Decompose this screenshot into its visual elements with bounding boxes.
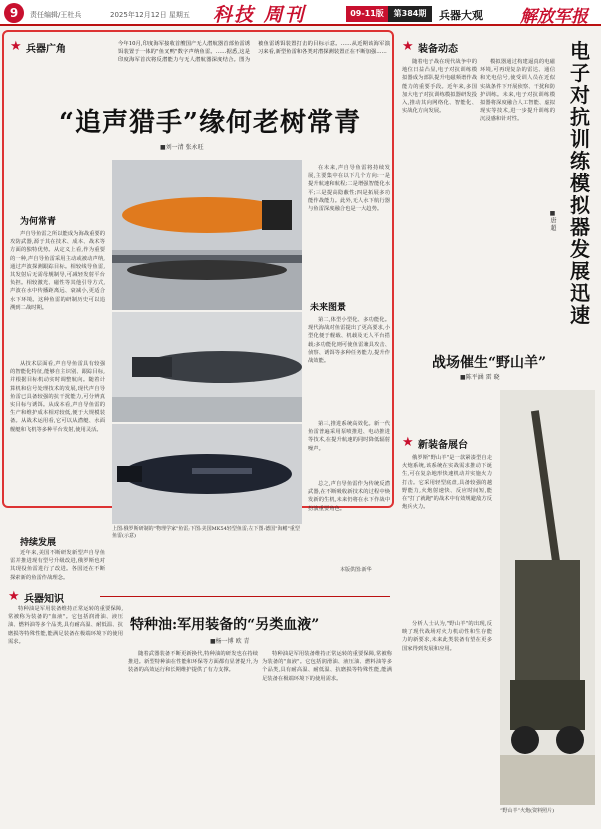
photo-credit: 本版供图:新华: [340, 567, 372, 573]
ew-simulator-title: 电子对抗训练模拟器发展迅速: [570, 39, 590, 327]
artillery-vehicle-image: [500, 390, 595, 805]
star-icon: ★: [402, 435, 414, 450]
feature-paragraph-3: 在未来,声自导鱼雷将持续发展,主要集中在以下几个方向:一是提升航速和航程;二是增强智能化水平;三是提高隐蔽性;四是拓展多功能作战能力。此外,无人水下航行器与鱼雷深度融合也是一大趋势。: [308, 165, 390, 213]
feature-title: “追声猎手”缘何老树常青: [59, 108, 361, 138]
editor-credit: 责任编辑/王杜兵: [30, 11, 82, 19]
issue-date: 2025年12月12日 星期五: [110, 11, 190, 19]
ew-paragraph-1: 随着电子战在现代战争中的地位日益凸显,电子对抗训练模拟器成为部队提升电磁频谱作战能力的重要手段。近年来,多国加大电子对抗训练模拟器研发投入,推动其向网络化、智能化、实战化方向发展。: [402, 59, 477, 115]
page-header: [0, 0, 601, 26]
seahake-torpedo-image: [112, 424, 302, 524]
section-rule: [100, 596, 390, 597]
brand-title: 科技 周刊: [213, 4, 306, 26]
oil-paragraph-3: 特种油是军用装备维持正常运转的重要保障,常被称为装备的"血液"。它包括润滑油、液压油、燃料油等多个品类,具有耐高温、耐低温、抗磨损等特殊性能,能满足装备在极端环境下的使用需求。: [262, 651, 392, 682]
masthead-logo: 解放军报: [520, 7, 588, 27]
issue-pages: 09-11版: [346, 6, 388, 22]
torpedo-photo-middle: [112, 312, 302, 422]
goat-byline: ■陈平涵 雷 晓: [460, 374, 500, 381]
goat-paragraph-1: 俄罗斯"野山羊"是一款紧凑型自走火炮系统,该系统在实战需求推动下诞生,可在复杂地形快速机动并实施火力打击。它采用轻型底盘,具备较强的越野能力,火炮射速快、反应时间短,能在"打了就跑"的战术中有效规避敌方反炮兵火力。: [402, 455, 492, 511]
ew-paragraph-2: 模拟器通过构建逼真的电磁环境,可再现复杂的雷达、通信和光电信号,使受训人员在近似实战条件下开展侦察、干扰和防护训练。未来,电子对抗训练模拟器将深度融合人工智能、虚拟现实等技术,进一步提升训练的沉浸感和针对性。: [480, 59, 555, 123]
feature-paragraph-1: 声自导鱼雷之所以能成为海战重要的攻防武器,源于其在技术、成本、战术等方面的独特优势。从定义上看,作为重要的一种,声自导鱼雷采用主动或被动声纳,通过声波探测跟踪目标。相较线导鱼雷,其发射后无需母舰制导,可减轻发射平台负担。相较激光、磁性等其他引导方式,声波在水中传播距离远、衰减小,更适合水下环境。这种鱼雷的研制历史可以追溯到二战时期。: [10, 231, 105, 311]
subhead-develop: 持续发展: [20, 538, 57, 548]
star-icon: ★: [8, 589, 20, 604]
oil-paragraph-2: 随着武器装备不断更新换代,特种油的研发也在持续推进。新型特种油在性能和环保等方面都有显著提升,为装备的高效运行和长期维护提供了有力支撑。: [128, 651, 258, 674]
feature-paragraph-4: 近年来,美国不断研发新型声自导鱼雷并推进现有型号升级改进,俄罗斯也对其现役鱼雷进行了改进。各国还在不断探索新的鱼雷作战理念。: [10, 550, 105, 581]
issue-number: 第384期: [388, 6, 432, 22]
feature-paragraph-6: 第三,推进系统高效化。新一代鱼雷普遍采用泵喷推进、电动推进等技术,在提升航速的同时降低辐射噪声。: [308, 421, 390, 452]
photo-caption: 上图:俄罗斯研制的"物理学家"鱼雷;下图:美国MK54轻型鱼雷;左下图:德国"海鳝"重型鱼雷(示意): [112, 526, 300, 539]
left-section-label: 兵器广角: [26, 44, 66, 55]
oil-title: 特种油:军用装备的“另类血液”: [130, 617, 320, 633]
goat-photo: [500, 390, 595, 805]
goat-paragraph-2: 分析人士认为,"野山羊"的出现,反映了现代战场对火力机动性和生存能力的新要求,未来此类装备有望在更多国家得到发展和应用。: [402, 621, 492, 652]
right-section-label: 装备动态: [418, 44, 458, 55]
oil-paragraph-1: 特种油是军用装备维持正常运转的重要保障,常被称为装备的"血液"。它包括润滑油、液压油、燃料油等多个品类,具有耐高温、耐低温、抗磨损等特殊性能,能满足装备在极端环境下的使用需求。: [8, 606, 123, 645]
subhead-future: 未来图景: [310, 303, 347, 313]
page-number-badge: 9: [4, 3, 24, 23]
oil-byline: ■杨一博 欧 青: [210, 638, 250, 645]
goat-title: 战场催生“野山羊”: [432, 355, 547, 371]
orange-torpedo-image: [112, 160, 302, 310]
feature-byline: ■刘一清 张永旺: [160, 144, 204, 151]
grey-torpedo-image: [112, 312, 302, 422]
torpedo-photo-top: [112, 160, 302, 310]
star-icon: ★: [10, 39, 22, 54]
torpedo-photo-bottom: [112, 424, 302, 524]
intro-text: 今年10月,印度海军接收首艘国产无人潜航器首部鱼雷诱饵装置于一体的"鱼叉鸭"数字声纳鱼雷。……据悉,这是印度海军首次将反潜能力与无人潜航器深度结合。图为被鱼雷诱饵装置打击的目标示意。……从近期该海军演习来看,新型鱼雷和各类对潜探测装置正在不断加强……: [118, 41, 390, 63]
bottom-section-label: 兵器知识: [24, 594, 64, 605]
feature-paragraph-5: 第二,体型小型化、多功能化。现代海战对鱼雷提出了更高要求,小型化便于舰载、机载及无人平台搭载;多功能化则可使鱼雷兼具攻击、侦察、诱饵等多种任务能力,提升作战效能。: [308, 317, 390, 365]
feature-paragraph-2: 从技术层面看,声自导鱼雷具有较强的智能化特征,能够自主识别、跟踪目标,并根据目标机动实时调整航向。随着计算机和信号处理技术的发展,现代声自导鱼雷已具备较强的抗干扰能力,可分辨真实目标与诱饵。从成本看,声自导鱼雷的生产和维护成本相对较低,便于大规模装备。从战术运用看,它可以从潜艇、水面舰艇和飞机等多种平台发射,使用灵活。: [10, 361, 105, 433]
goat-photo-caption: “野山羊”火炮(资料照片): [500, 808, 555, 814]
feature-paragraph-7: 总之,声自导鱼雷作为传统反潜武器,在不断吸收新技术的过程中焕发新的生机,未来仍将在水下作战中扮演重要角色。: [308, 481, 390, 512]
star-icon: ★: [402, 39, 414, 54]
ew-byline: ■唐 超: [549, 210, 556, 231]
section-name: 兵器大观: [439, 9, 483, 22]
subhead-why: 为何常青: [20, 217, 57, 227]
new-equipment-label: 新装备展台: [418, 440, 468, 451]
